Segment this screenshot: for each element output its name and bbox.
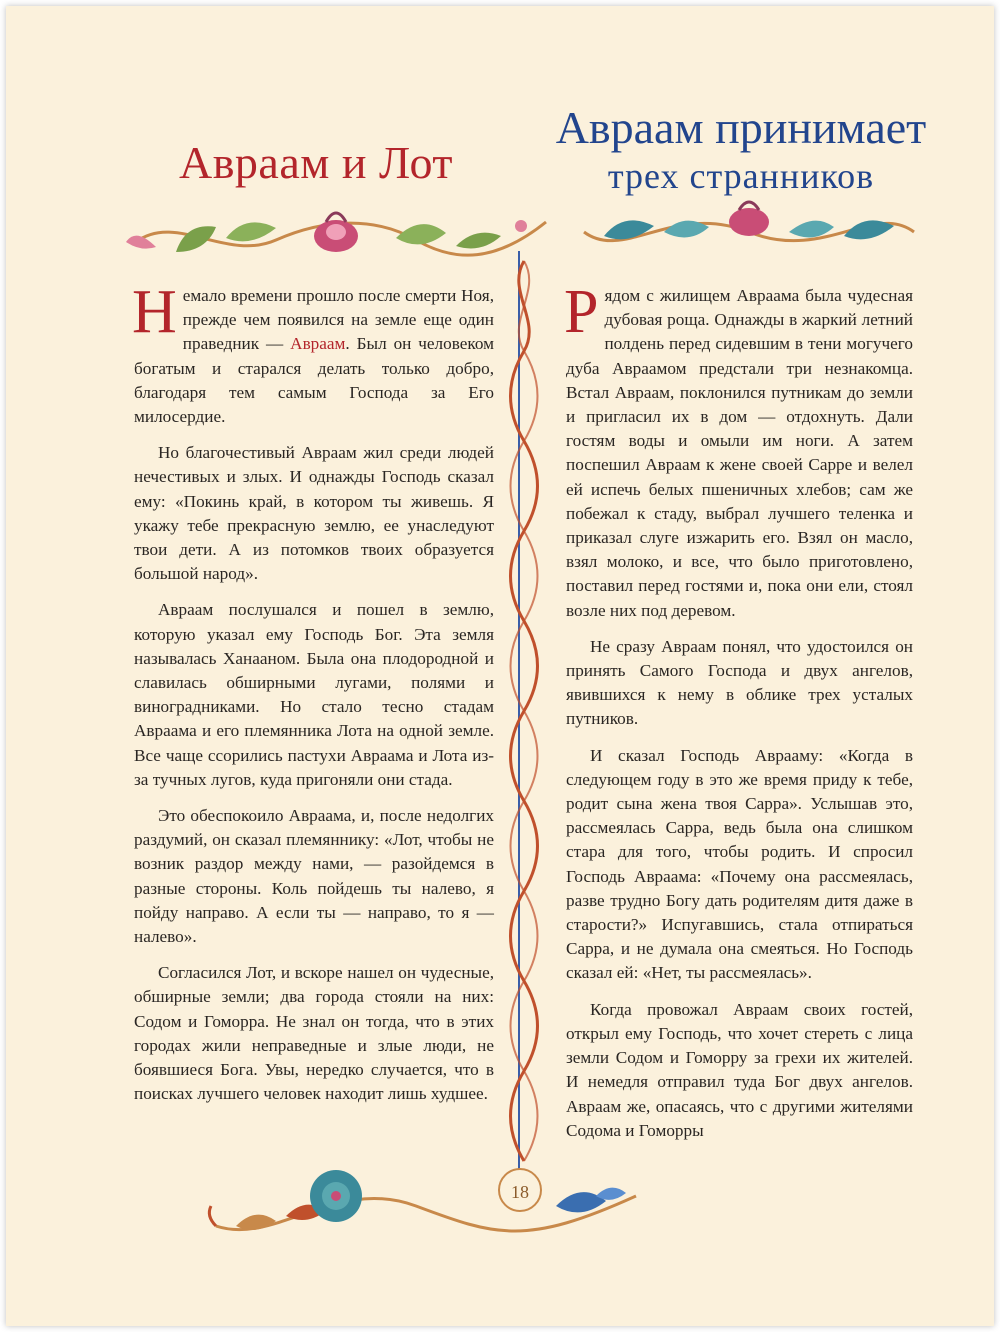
right-paragraph-1: Рядом с жилищем Авраама была чудесная дубовая роща. Однажды в жаркий летний полдень перед сидевшим в тени могучего дуба Авраамом предстали три незнакомца. Встал Авраам, поклонился путникам до земли и пригласил их в дом — отдохнуть. Дали гостям воды и омыли им ноги. А затем поспешил Авраам к жене своей Сарре и велел ей испечь белых пшеничных хлебов; сам же побежал к стаду, выбрал лучшего теленка и приказал слуге изжарить его. Взял он масло, взял молоко, и все, что было приготовлено, поставил перед гостями и, пока они ели, стоял возле них под деревом. <box>564 278 913 620</box>
right-paragraph-2: Не сразу Авраам понял, что удостоился он принять Самого Господа и двух ангелов, явившихся к нему в облике трех усталых путников. <box>566 636 913 729</box>
right-chapter-title <box>546 104 936 200</box>
right-header-ornament <box>574 192 924 262</box>
left-paragraph-3: Авраам послушался и пошел в землю, которую указал ему Господь Бог. Эта земля называлась Ханааном. Была она плодородной и славилась обширными лугами, полями и виноградниками. Но стало тесно стадам Авраама и его племянника Лота на одной земле. Все чаще ссорились пастухи Авраама и Лота из-за тучных лугов, куда пригоняли они стада. <box>134 600 494 789</box>
highlighted-name: Авраам <box>290 334 346 354</box>
right-paragraph-3: И сказал Господь Аврааму: «Когда в следующем году в это же время приду к тебе, родит сына жена твоя Сарра». Услышав это, рассмеялась Сарра, ведь была она слишком стара для того, чтобы родить. И спросил Господь Авраама: «Почему она рассмеялась, разве трудно Богу дать родителям дитя даже в старости?» Испугавшись, стала отпираться Сарра, и не думала она смеяться. Но Господь сказал ей: «Нет, ты рассмеялась». <box>566 745 913 983</box>
vine-divider <box>506 251 542 1221</box>
page-number: 18 <box>498 1168 542 1212</box>
right-title-line-1: Авраам принимает <box>555 102 927 153</box>
left-paragraph-2: Но благочестивый Авраам жил среди людей нечестивых и злых. И однажды Господь сказал ему: «Покинь край, в котором ты живешь. Я укажу тебе прекрасную землю, ее унаследуют твои дети. А из потомков твоих образуется большой народ». <box>134 443 494 584</box>
left-text-column <box>132 278 494 1119</box>
left-chapter-title: Авраам и Лот <box>178 137 454 188</box>
right-paragraph-4: Когда провожал Авраам своих гостей, открыл ему Господь, что хочет стереть с лица земли Содом и Гоморру за грехи их жителей. И немедля отправил туда Бог двух ангелов. Авраам же, опасаясь, что с другими жителями Содома и Гоморры <box>566 999 913 1140</box>
right-title-line-2: трех странников <box>607 156 875 196</box>
right-text-column <box>564 278 913 1155</box>
book-page <box>6 6 994 1326</box>
left-paragraph-1: Немало времени прошло после смерти Ноя, прежде чем появился на земле еще один праведник — Авраам. Был он человеком богатым и старался делать только добро, благодаря тем самым Господа за Его милосердие. <box>132 278 494 427</box>
left-drop-cap: Н <box>132 278 177 346</box>
right-drop-cap: Р <box>564 278 599 346</box>
left-header-ornament <box>116 202 556 272</box>
left-paragraph-5: Согласился Лот, и вскоре нашел он чудесные, обширные земли; два города стояли на них: Содом и Гоморра. Не знал он тогда, что в этих городах жили неправедные и злые люди, не боявшиеся Бога. Увы, нередко случается, что в поисках лучшего человек находит лишь худшее. <box>134 963 494 1104</box>
bottom-ornament <box>196 1156 656 1256</box>
left-paragraph-4: Это обеспокоило Авраама, и, после недолгих раздумий, он сказал племяннику: «Лот, чтобы не возник раздор между нами, — разойдемся в разные стороны. Коль пойдешь ты налево, я пойду направо. А если ты — направо, то я — налево». <box>134 806 494 947</box>
